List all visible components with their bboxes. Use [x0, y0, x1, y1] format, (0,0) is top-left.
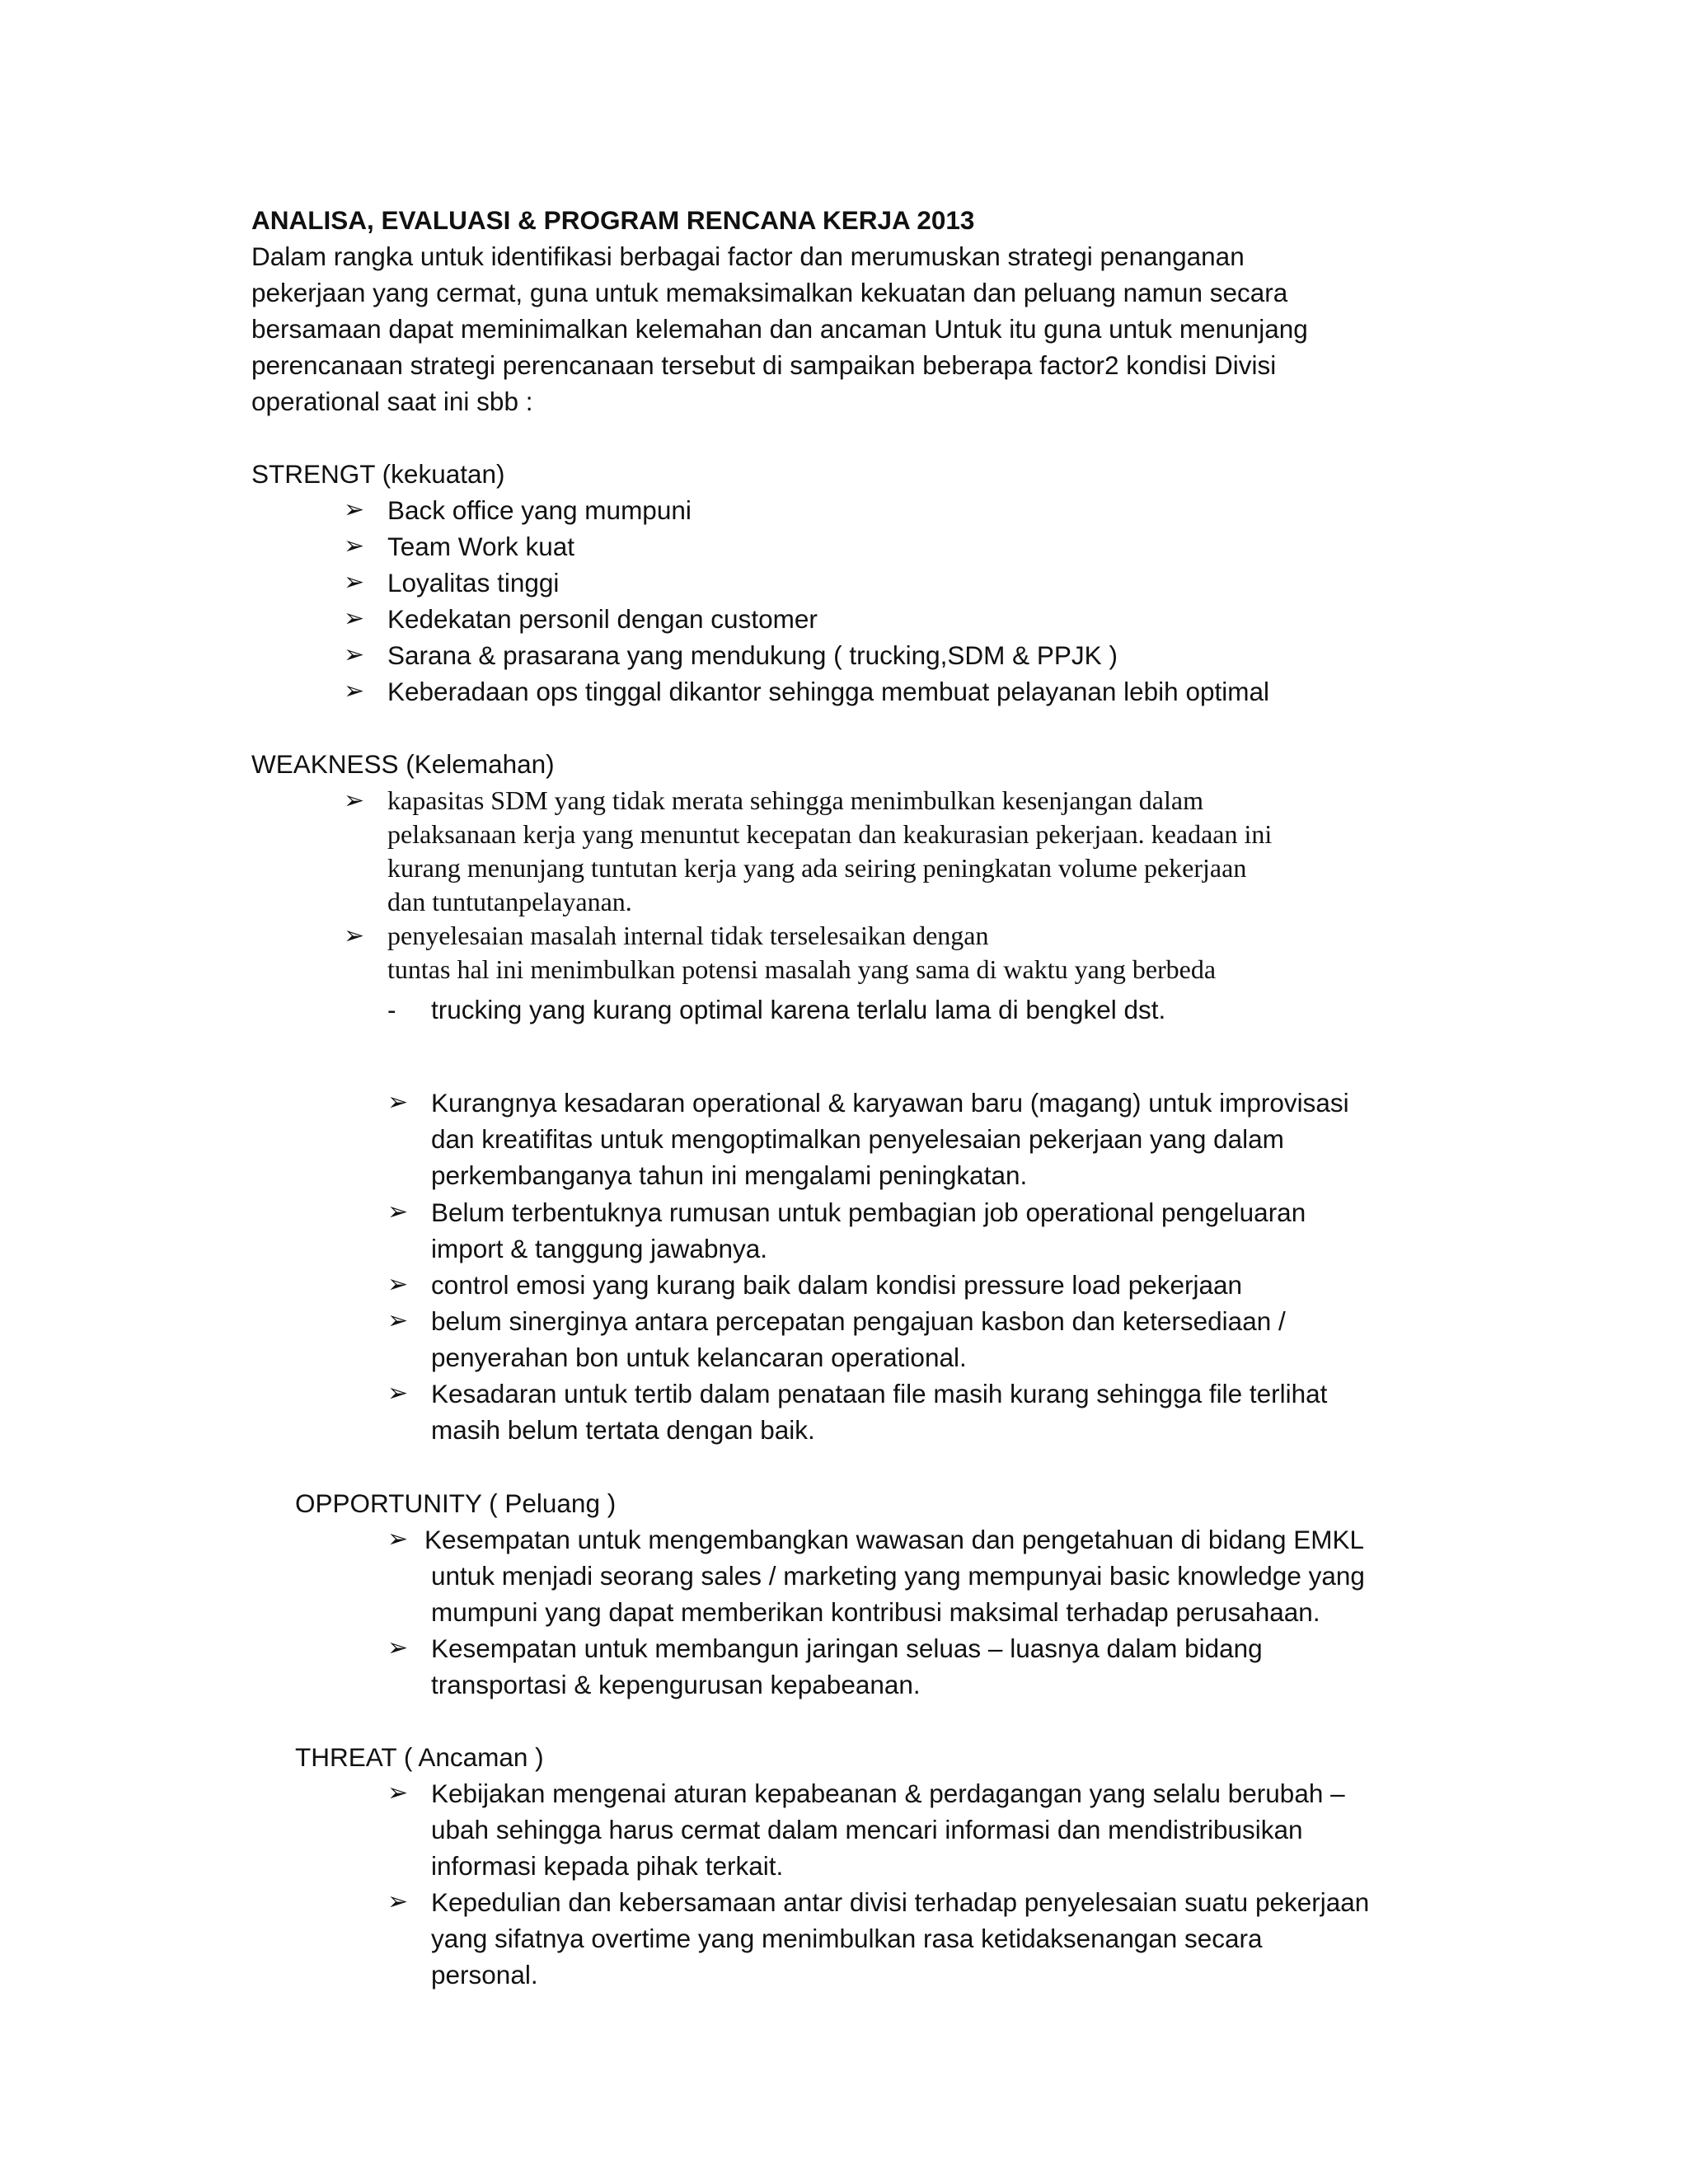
intro-line: pekerjaan yang cermat, guna untuk memaksimalkan kekuatan dan peluang namun secara [251, 278, 1288, 307]
item-line: tuntas hal ini menimbulkan potensi masalah yang sama di waktu yang berbeda [387, 954, 1217, 984]
strength-item: Keberadaan ops tinggal dikantor sehingga membuat pelayanan lebih optimal [387, 677, 1269, 706]
item-line: penyerahan bon untuk kelancaran operational. [431, 1343, 967, 1372]
intro-paragraph [251, 238, 1422, 419]
item-line: penyelesaian masalah internal tidak terselesaikan dengan [387, 921, 989, 950]
item-line: personal. [431, 1960, 538, 1990]
arrow-bullet-icon: ➢ [387, 1306, 409, 1335]
item-line: transportasi & kepengurusan kepabeanan. [431, 1670, 921, 1699]
weakness-item [431, 1303, 1286, 1376]
weakness-serif-item [387, 784, 1272, 919]
weakness-serif-item [387, 919, 1216, 987]
item-line: belum sinerginya antara percepatan pengajuan kasbon dan ketersediaan / [431, 1306, 1286, 1336]
opportunity-item [424, 1521, 1365, 1630]
item-line: dan kreatifitas untuk mengoptimalkan penyelesaian pekerjaan yang dalam [431, 1124, 1284, 1154]
item-line: ubah sehingga harus cermat dalam mencari informasi dan mendistribusikan [431, 1815, 1303, 1844]
item-line: masih belum tertata dengan baik. [431, 1415, 815, 1445]
opportunity-heading: OPPORTUNITY ( Peluang ) [295, 1488, 617, 1518]
item-line: import & tanggung jawabnya. [431, 1234, 768, 1263]
strength-heading: STRENGT (kekuatan) [251, 459, 505, 489]
item-line: Belum terbentuknya rumusan untuk pembagian job operational pengeluaran [431, 1197, 1306, 1227]
arrow-bullet-icon: ➢ [387, 1270, 409, 1299]
item-line: kapasitas SDM yang tidak merata sehingga menimbulkan kesenjangan dalam [387, 785, 1203, 815]
arrow-bullet-icon: ➢ [344, 532, 365, 560]
item-line: yang sifatnya overtime yang menimbulkan rasa ketidaksenangan secara [431, 1924, 1263, 1953]
arrow-bullet-icon: ➢ [344, 640, 365, 669]
arrow-bullet-icon: ➢ [344, 921, 365, 950]
item-line: control emosi yang kurang baik dalam kondisi pressure load pekerjaan [431, 1270, 1243, 1300]
arrow-bullet-icon: ➢ [387, 1887, 409, 1916]
arrow-bullet-icon: ➢ [387, 1197, 409, 1226]
item-line: Kepedulian dan kebersamaan antar divisi terhadap penyelesaian suatu pekerjaan [431, 1887, 1370, 1917]
arrow-bullet-icon: ➢ [344, 568, 365, 597]
item-line: pelaksanaan kerja yang menuntut kecepatan dan keakurasian pekerjaan. keadaan ini [387, 819, 1273, 849]
arrow-bullet-icon: ➢ [344, 677, 365, 705]
intro-line: perencanaan strategi perencanaan tersebut di sampaikan beberapa factor2 kondisi Divisi [251, 350, 1277, 380]
opportunity-item [431, 1630, 1263, 1703]
threat-heading: THREAT ( Ancaman ) [295, 1742, 544, 1772]
dash-bullet-icon: - [387, 995, 396, 1024]
item-line: untuk menjadi seorang sales / marketing yang mempunyai basic knowledge yang [431, 1561, 1365, 1591]
arrow-bullet-icon: ➢ [387, 1379, 409, 1408]
item-line: mumpuni yang dapat memberikan kontribusi maksimal terhadap perusahaan. [431, 1597, 1320, 1627]
strength-item: Loyalitas tinggi [387, 568, 560, 598]
item-line: dan tuntutanpelayanan. [387, 887, 632, 916]
weakness-item [431, 1194, 1306, 1267]
arrow-bullet-icon: ➢ [387, 1525, 409, 1554]
arrow-bullet-icon: ➢ [387, 1633, 409, 1662]
item-line: perkembanganya tahun ini mengalami peningkatan. [431, 1160, 1028, 1190]
strength-item: Sarana & prasarana yang mendukung ( trucking,SDM & PPJK ) [387, 640, 1118, 670]
intro-line: bersamaan dapat meminimalkan kelemahan dan ancaman Untuk itu guna untuk menunjang [251, 314, 1308, 344]
item-line: kurang menunjang tuntutan kerja yang ada seiring peningkatan volume pekerjaan [387, 853, 1247, 883]
weakness-heading: WEAKNESS (Kelemahan) [251, 749, 555, 779]
arrow-bullet-icon: ➢ [344, 495, 365, 524]
item-line: Kurangnya kesadaran operational & karyawan baru (magang) untuk improvisasi [431, 1088, 1349, 1118]
item-line: Kebijakan mengenai aturan kepabeanan & perdagangan yang selalu berubah – [431, 1779, 1345, 1808]
strength-item: Team Work kuat [387, 532, 574, 561]
weakness-item [431, 1376, 1327, 1448]
weakness-dash-item: trucking yang kurang optimal karena terlalu lama di bengkel dst. [431, 995, 1166, 1024]
arrow-bullet-icon: ➢ [387, 1779, 409, 1807]
item-line: Kesempatan untuk membangun jaringan seluas – luasnya dalam bidang [431, 1633, 1263, 1663]
document-title: ANALISA, EVALUASI & PROGRAM RENCANA KERJA 2013 [251, 205, 975, 235]
intro-line: operational saat ini sbb : [251, 387, 533, 416]
strength-item: Back office yang mumpuni [387, 495, 692, 525]
weakness-item [431, 1085, 1349, 1193]
intro-line: Dalam rangka untuk identifikasi berbagai factor dan merumuskan strategi penanganan [251, 241, 1245, 271]
threat-item [431, 1775, 1345, 1884]
weakness-item [431, 1267, 1242, 1303]
arrow-bullet-icon: ➢ [344, 786, 365, 815]
arrow-bullet-icon: ➢ [387, 1088, 409, 1117]
threat-item [431, 1884, 1369, 1993]
strength-item: Kedekatan personil dengan customer [387, 604, 818, 634]
arrow-bullet-icon: ➢ [344, 604, 365, 633]
item-line: informasi kepada pihak terkait. [431, 1851, 784, 1881]
item-line: Kesadaran untuk tertib dalam penataan file masih kurang sehingga file terlihat [431, 1379, 1328, 1408]
item-line: Kesempatan untuk mengembangkan wawasan dan pengetahuan di bidang EMKL [424, 1525, 1365, 1554]
